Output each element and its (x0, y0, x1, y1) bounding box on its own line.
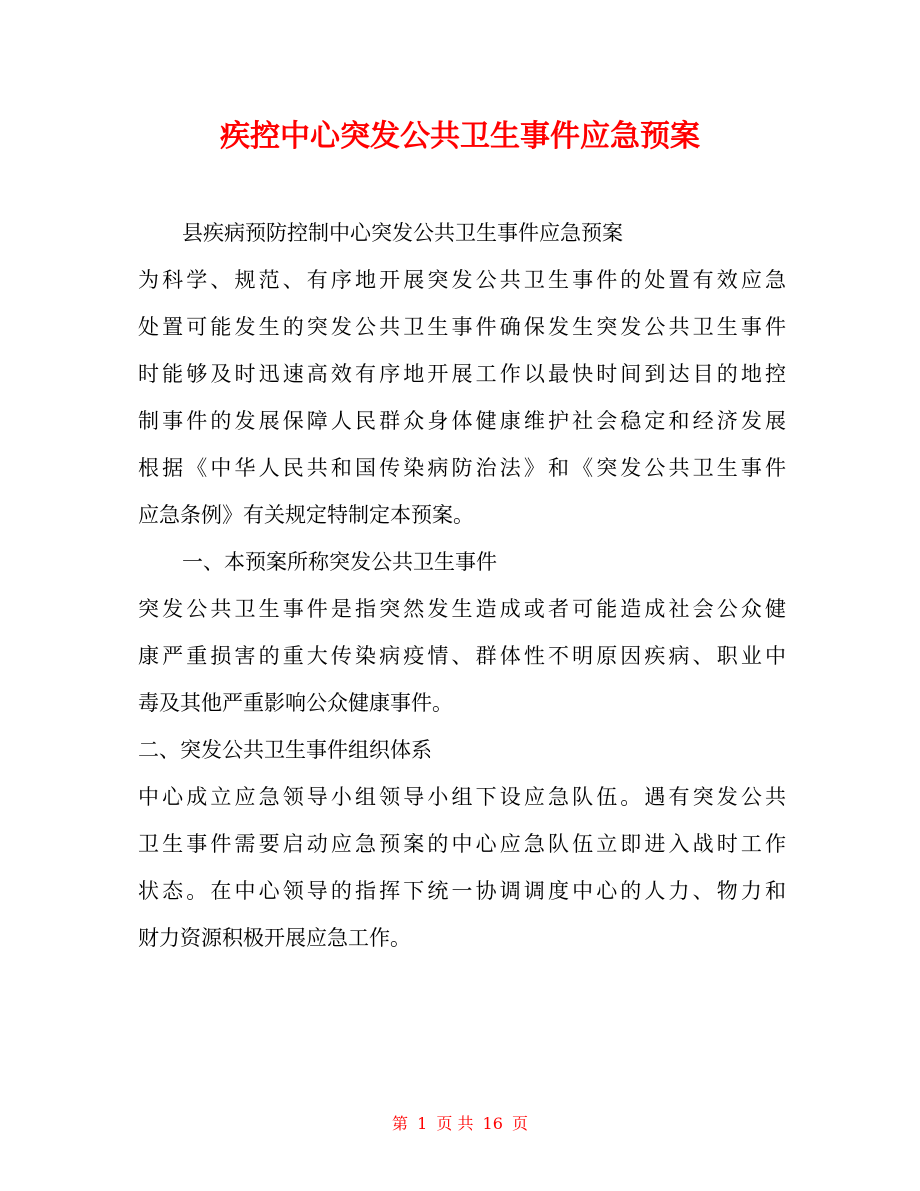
page-footer (0, 1112, 920, 1136)
footer-total-pages: 16 (482, 1114, 503, 1133)
body-line: 状态。在中心领导的指挥下统一协调调度中心的人力、物力和 (138, 879, 786, 903)
body-line-subtitle: 县疾病预防控制中心突发公共卫生事件应急预案 (182, 221, 623, 245)
document-title: 疾控中心突发公共卫生事件应急预案 (220, 119, 700, 154)
body-line: 中心成立应急领导小组领导小组下设应急队伍。遇有突发公共 (138, 785, 786, 809)
body-line: 制事件的发展保障人民群众身体健康维护社会稳定和经济发展 (138, 409, 786, 433)
footer-suffix: 页 (512, 1114, 529, 1133)
body-line: 根据《中华人民共和国传染病防治法》和《突发公共卫生事件 (138, 456, 786, 480)
footer-prefix: 第 (391, 1114, 408, 1133)
body-line: 毒及其他严重影响公众健康事件。 (138, 691, 453, 715)
footer-page-number: 1 (417, 1114, 428, 1133)
section-heading-2: 二、突发公共卫生事件组织体系 (138, 738, 432, 762)
body-line: 卫生事件需要启动应急预案的中心应急队伍立即进入战时工作 (138, 832, 786, 856)
body-line: 时能够及时迅速高效有序地开展工作以最快时间到达目的地控 (138, 362, 786, 386)
body-line: 财力资源积极开展应急工作。 (138, 926, 411, 950)
footer-middle: 页 共 (436, 1114, 474, 1133)
section-heading-1: 一、本预案所称突发公共卫生事件 (182, 550, 497, 574)
body-line: 突发公共卫生事件是指突然发生造成或者可能造成社会公众健 (138, 597, 786, 621)
body-line: 应急条例》有关规定特制定本预案。 (138, 503, 474, 527)
body-line: 为科学、规范、有序地开展突发公共卫生事件的处置有效应急 (138, 268, 786, 292)
body-line: 处置可能发生的突发公共卫生事件确保发生突发公共卫生事件 (138, 315, 786, 339)
document-body (138, 210, 786, 962)
body-line: 康严重损害的重大传染病疫情、群体性不明原因疾病、职业中 (138, 644, 786, 668)
